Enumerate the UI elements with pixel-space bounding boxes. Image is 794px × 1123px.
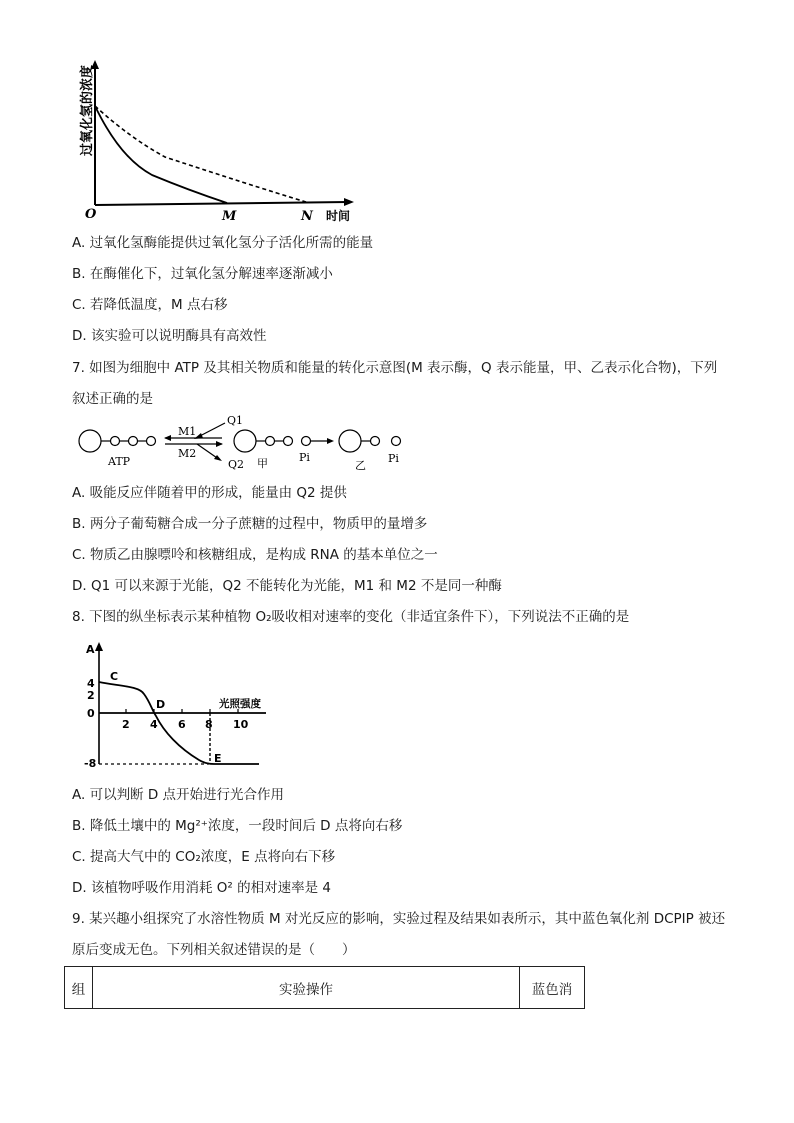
point-e-label: E <box>214 752 222 765</box>
q7-option-d: D. Q1 可以来源于光能，Q2 不能转化为光能，M1 和 M2 不是同一种酶 <box>72 578 502 594</box>
point-m-label: M <box>222 209 237 224</box>
x-axis <box>95 202 348 205</box>
arrow-q2 <box>214 455 222 461</box>
q6-option-c: C. 若降低温度，M 点右移 <box>72 297 228 313</box>
phosphate-2 <box>129 437 138 446</box>
y-tick-0: 0 <box>87 707 95 720</box>
y-axis-label: 过氧化氢的浓度 <box>80 64 95 156</box>
adenosine-circle-1 <box>79 430 101 452</box>
label-m2: M2 <box>178 447 197 460</box>
label-atp: ATP <box>108 455 131 468</box>
phosphate-8 <box>392 437 401 446</box>
label-q1: Q1 <box>227 414 244 427</box>
o2-absorption-graph <box>84 636 284 771</box>
phosphate-7 <box>371 437 380 446</box>
point-n-label: N <box>301 209 313 224</box>
q9-stem: 9. 某兴趣小组探究了水溶性物质 M 对光反应的影响，实验过程及结果如表所示，其中蓝色氧化剂 DCPIP 被还原后变成无色。下列相关叙述错误的是（ ） <box>72 911 726 958</box>
header-operation: 实验操作 <box>93 967 520 1009</box>
q8-option-d: D. 该植物呼吸作用消耗 O² 的相对速率是 4 <box>72 880 331 896</box>
x-tick-4: 4 <box>150 718 158 731</box>
q7-option-b: B. 两分子葡萄糖合成一分子蔗糖的过程中，物质甲的量增多 <box>72 516 428 532</box>
x-tick-6: 6 <box>178 718 186 731</box>
q7-option-a: A. 吸能反应伴随着甲的形成，能量由 Q2 提供 <box>72 485 347 501</box>
label-pi-1: Pi <box>299 451 310 464</box>
curve-enzyme <box>95 106 227 203</box>
phosphate-3 <box>147 437 156 446</box>
q8-option-a: A. 可以判断 D 点开始进行光合作用 <box>72 787 285 803</box>
q6-option-d: D. 该实验可以说明酶具有高效性 <box>72 328 267 344</box>
y-axis-arrow <box>95 642 103 651</box>
x-tick-8: 8 <box>205 718 213 731</box>
q8-stem: 8. 下图的纵坐标表示某种植物 O₂吸收相对速率的变化（非适宜条件下），下列说法不正确的是 <box>72 609 630 625</box>
header-blue-fade: 蓝色消 <box>520 967 585 1009</box>
adenosine-circle-3 <box>339 430 361 452</box>
phosphate-4 <box>266 437 275 446</box>
x-axis-label: 光照强度 <box>219 698 261 710</box>
label-pi-2: Pi <box>388 452 399 465</box>
atp-conversion-diagram <box>70 412 420 472</box>
origin-label: O <box>85 207 97 222</box>
q6-option-a: A. 过氧化氢酶能提供过氧化氢分子活化所需的能量 <box>72 235 374 251</box>
point-c-label: C <box>110 670 119 683</box>
phosphate-1 <box>111 437 120 446</box>
label-q2: Q2 <box>228 458 245 471</box>
y-tick-neg: -8 <box>84 757 97 770</box>
arrow-m1 <box>164 435 171 441</box>
label-jia: 甲 <box>257 457 268 470</box>
arrow-to-yi <box>327 438 334 444</box>
h2o2-concentration-graph <box>70 58 370 228</box>
table-header-row <box>65 967 585 1009</box>
q8-option-c: C. 提高大气中的 CO₂浓度，E 点将向右下移 <box>72 849 336 865</box>
y-tick-4: 4 <box>87 677 95 690</box>
q7-stem: 7. 如图为细胞中 ATP 及其相关物质和能量的转化示意图(M 表示酶，Q 表示能量，甲、乙表示化合物)，下列叙述正确的是 <box>72 360 718 407</box>
point-d-label: D <box>156 698 166 711</box>
y-tick-2: 2 <box>87 689 95 702</box>
x-axis-label: 时间 <box>326 209 351 223</box>
q6-option-b: B. 在酶催化下，过氧化氢分解速率逐渐减小 <box>72 266 333 282</box>
x-tick-2: 2 <box>122 718 130 731</box>
header-group: 组 <box>65 967 93 1009</box>
label-yi: 乙 <box>355 459 366 472</box>
label-m1: M1 <box>178 425 197 438</box>
adenosine-circle-2 <box>234 430 256 452</box>
q8-option-b: B. 降低土壤中的 Mg²⁺浓度，一段时间后 D 点将向右移 <box>72 818 403 834</box>
x-axis-arrow <box>344 198 354 206</box>
x-tick-10: 10 <box>233 718 249 731</box>
arrow-m2 <box>216 441 223 447</box>
q9-table <box>64 966 585 1009</box>
q7-option-c: C. 物质乙由腺嘌呤和核糖组成，是构成 RNA 的基本单位之一 <box>72 547 438 563</box>
phosphate-6 <box>302 437 311 446</box>
phosphate-5 <box>284 437 293 446</box>
y-axis-letter: A <box>86 643 95 656</box>
